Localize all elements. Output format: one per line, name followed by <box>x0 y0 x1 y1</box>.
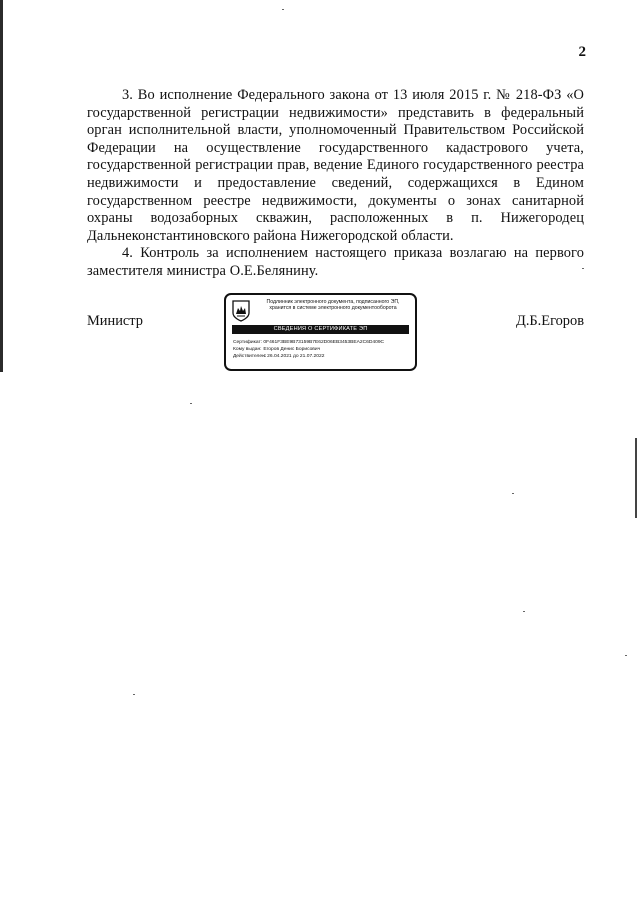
stamp-header-line2: хранится в системе электронного документооборота <box>269 305 397 312</box>
certificate-label: Сертификат: <box>233 340 263 345</box>
electronic-signature-stamp <box>224 293 417 371</box>
scan-speck <box>625 655 627 656</box>
page-number: 2 <box>578 44 586 60</box>
scan-speck <box>512 493 514 494</box>
valid-value: с 26.04.2021 до 21.07.2022 <box>263 354 325 359</box>
signer-role: Министр <box>87 313 143 329</box>
valid-label: Действителен: <box>233 354 267 359</box>
scan-edge-right <box>635 438 637 518</box>
stamp-header-line1: Подлинник электронного документа, подписанного ЭП, <box>266 299 400 305</box>
coat-of-arms-icon <box>232 300 250 322</box>
certificate-row <box>233 339 413 346</box>
certificate-value: 0F461F3BE9B73159B7E62D06EB3453BEA2C6D409C <box>263 340 385 345</box>
issued-to-value: Егоров Денис Борисович <box>263 347 321 352</box>
paragraph-4: 4. Контроль за исполнением настоящего приказа возлагаю на первого заместителя министра О.Е.Белянину. <box>87 245 584 279</box>
scan-speck <box>190 403 192 404</box>
stamp-header <box>252 299 414 312</box>
signature-block <box>87 293 584 375</box>
scan-edge-left <box>0 0 3 372</box>
issued-to-label: Кому выдан: <box>233 347 262 352</box>
scan-speck <box>133 694 135 695</box>
signer-name: Д.Б.Егоров <box>516 313 584 329</box>
paragraph-3: 3. Во исполнение Федерального закона от 13 июля 2015 г. № 218-ФЗ «О государственной регистрации недвижимости» представить в федеральный орган исполнительной власти, уполномоченный Правительством Российской Федерации на осуществление государственного кадастрового учета, государственной регистрации прав, ведение Единого государственного реестра недвижимости и предоставление сведений, содержащихся в Едином государственном реестре недвижимости, документы о зонах санитарной охраны водозаборных скважин, расположенных в п. Нижегородец Дальнеконстантиновского района Нижегородской области. <box>87 87 584 244</box>
scan-speck <box>582 268 584 269</box>
scan-speck <box>523 611 525 612</box>
stamp-title-bar: СВЕДЕНИЯ О СЕРТИФИКАТЕ ЭП <box>232 325 409 334</box>
document-body <box>87 87 584 281</box>
scan-speck <box>282 9 284 10</box>
issued-to-row <box>233 346 413 353</box>
valid-row <box>233 353 413 360</box>
stamp-details <box>233 339 413 360</box>
